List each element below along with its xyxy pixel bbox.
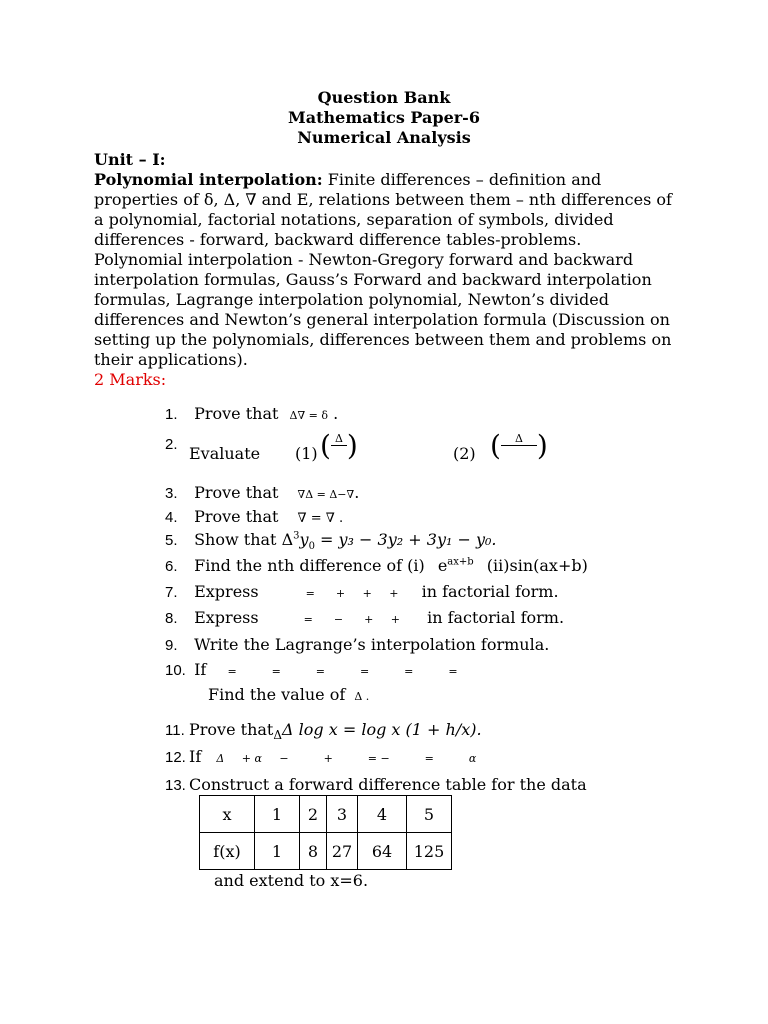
question-8: 8. Express = − + + in factorial form. <box>165 608 565 627</box>
syllabus-paragraph <box>94 170 674 370</box>
syllabus-text: Finite differences – definition and properties of δ, Δ, ∇ and E, relations between them – nth differences of a polynomial, factorial notations, separation of symbols, divided differences - forward, backward difference tables-problems. Polynomial interpolation - Newton-Gregory forward and backward interpolation formulas, Gauss’s Forward and backward interpolation formulas, Lagrange interpolation polynomial, Newton’s divided differences and Newton’s general interpolation formula (Discussion on setting up the polynomials, differences between them and problems on their applications). <box>94 170 672 369</box>
question-4: 4. Prove that ∇ = ∇ . <box>165 507 344 526</box>
question-13: 13. Construct a forward difference table for the data <box>165 775 587 794</box>
table-row: x 1 2 3 4 5 <box>200 796 452 833</box>
question-1: 1. Prove that Δ∇ = δ . <box>165 404 339 423</box>
header-title: Question Bank <box>317 88 451 107</box>
question-11: 11. Prove that$_\Delta$Δ log x = log x (1 + h/x). <box>165 720 482 743</box>
question-12: 12. If Δ + α − + = − = α <box>165 747 477 766</box>
topic-label: Polynomial interpolation: <box>94 170 323 189</box>
question-2: 2. Evaluate (1) ( Δ ) (2) ( Δ ) <box>165 428 548 463</box>
question-9: 9. Write the Lagrange’s interpolation formula. <box>165 635 550 654</box>
unit-heading: Unit – I: <box>94 150 166 169</box>
question-6: 6. Find the nth difference of (i) $e^{ax+b}$ (ii)sin(ax+b) <box>165 556 588 575</box>
expression-2: ( Δ ) <box>490 428 548 462</box>
question-13-tail: and extend to x=6. <box>214 871 369 890</box>
unit-section <box>94 150 674 390</box>
table-row: f(x) 1 8 27 64 125 <box>200 833 452 870</box>
header-course: Numerical Analysis <box>297 128 471 147</box>
difference-data-table <box>199 795 452 870</box>
question-7: 7. Express = + + + in factorial form. <box>165 582 559 601</box>
expression-1: ( Δ ) <box>320 428 358 462</box>
question-10-find: Find the value of Δ . <box>208 685 370 704</box>
marks-heading: 2 Marks: <box>94 370 167 389</box>
question-3: 3. Prove that ∇Δ = Δ−∇. <box>165 483 360 502</box>
header-subject: Mathematics Paper-6 <box>288 108 480 127</box>
question-10: 10. If = = = = = = <box>165 660 458 679</box>
question-5: 5. Show that $\Delta^3y_0 = y_3 - 3y_2 + 3y_1 - y_0$. <box>165 530 497 553</box>
